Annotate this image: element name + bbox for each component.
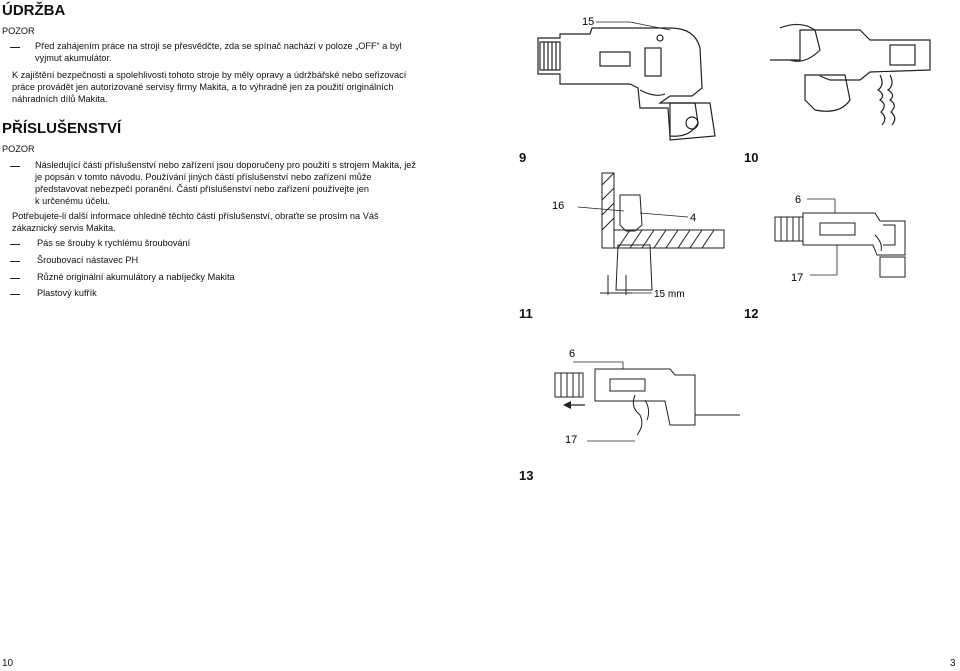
section-title-maintenance: ÚDRŽBA (2, 2, 66, 19)
dash-bullet (10, 294, 20, 295)
caution-text-line: vyjmut akumulátor. (35, 53, 112, 63)
callout-15: 15 (582, 16, 595, 28)
callout-6: 6 (569, 348, 576, 360)
caution-label: POZOR (2, 144, 35, 154)
callout-16: 16 (552, 200, 565, 212)
figure-number: 9 (519, 150, 527, 165)
callout-17: 17 (791, 272, 804, 284)
dash-bullet (10, 47, 20, 48)
caution-label: POZOR (2, 26, 35, 36)
dash-bullet (10, 244, 20, 245)
caution-text-line: je popsán v tomto návodu. Používání jiných částí příslušenství nebo zařízení může (35, 172, 372, 182)
accessories-paragraph-line: zákaznický servis Makita. (12, 223, 116, 233)
figure-tool-drawing (520, 8, 740, 143)
dash-bullet (10, 278, 20, 279)
maintenance-paragraph-line: práce provádět jen autorizované servisy firmy Makita, a to výhradně jen za použití originálních (12, 82, 394, 92)
figure-nosepiece-top (765, 185, 955, 295)
page-number-right: 3 (950, 658, 956, 669)
caution-text-line: Následující části příslušenství nebo zařízení jsou doporučeny pro použití s strojem Makita, jež (35, 160, 416, 170)
callout-6: 6 (795, 194, 802, 206)
accessory-item: Různé originální akumulátory a nabíječky Makita (37, 272, 235, 282)
figure-number: 12 (744, 306, 759, 321)
callout-17: 17 (565, 434, 578, 446)
dash-bullet (10, 261, 20, 262)
accessory-item: Pás se šrouby k rychlému šroubování (37, 238, 191, 248)
maintenance-paragraph-line: náhradních dílů Makita. (12, 94, 108, 104)
caution-text-line: k určenému účelu. (35, 196, 111, 206)
figure-nosepiece-removal (545, 345, 745, 460)
figure-number: 10 (744, 150, 759, 165)
callout-4: 4 (690, 212, 697, 224)
caution-text-line: představovat nebezpečí poranění. Části příslušenství nebo zařízení používejte jen (35, 184, 370, 194)
caution-text-line: Před zahájením práce na stroji se přesvědčte, zda se spínač nachází v poloze „OFF“ a byl (35, 41, 402, 51)
accessories-paragraph-line: Potřebujete-li další informace ohledně těchto částí příslušenství, obraťte se prosím na Váš (12, 211, 379, 221)
maintenance-paragraph-line: K zajištění bezpečnosti a spolehlivosti tohoto stroje by měly opravy a údržbářské nebo seřizovací (12, 70, 407, 80)
accessory-item: Plastový kufřík (37, 288, 97, 298)
figure-number: 11 (519, 306, 533, 321)
accessory-item: Šroubovací nástavec PH (37, 255, 139, 265)
section-title-accessories: PŘÍSLUŠENSTVÍ (2, 120, 122, 137)
page-number-left: 10 (2, 658, 14, 669)
figure-screwing-depth (540, 165, 730, 305)
dash-bullet (10, 166, 20, 167)
figure-hand-tool-drawing (760, 20, 955, 130)
callout-15mm: 15 mm (654, 289, 685, 300)
figure-number: 13 (519, 468, 534, 483)
